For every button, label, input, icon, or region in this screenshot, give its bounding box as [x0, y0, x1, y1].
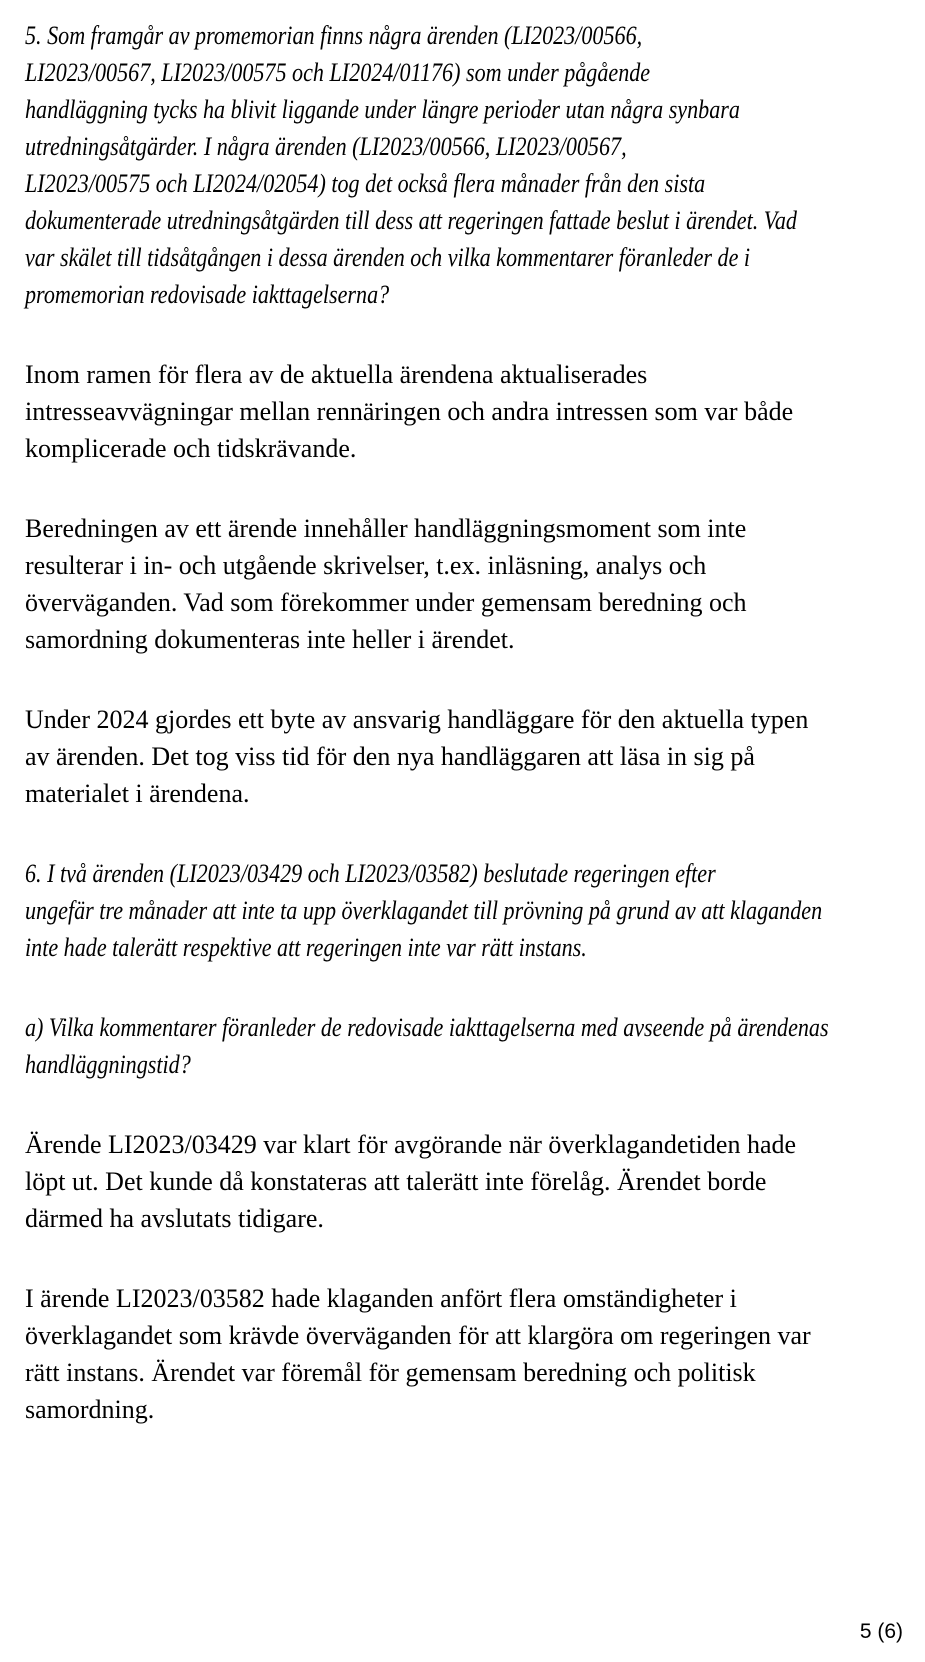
text-line: handläggningstid?	[25, 1050, 191, 1079]
text-line: samordning dokumenteras inte heller i ärendet.	[25, 625, 515, 654]
answer-paragraph	[25, 510, 905, 658]
document-body	[25, 17, 905, 1471]
question-paragraph	[25, 855, 905, 966]
answer-paragraph	[25, 1280, 905, 1428]
text-line: LI2023/00575 och LI2024/02054) tog det också flera månader från den sista	[25, 169, 706, 198]
text-line: inte hade talerätt respektive att regeringen inte var rätt instans.	[25, 933, 587, 962]
text-line: var skälet till tidsåtgången i dessa ärenden och vilka kommentarer föranleder de i	[25, 243, 751, 272]
question-paragraph	[25, 17, 905, 313]
text-line: I ärende LI2023/03582 hade klaganden anfört flera omständigheter i	[25, 1284, 737, 1313]
text-line: 6. I två ärenden (LI2023/03429 och LI2023/03582) beslutade regeringen efter	[25, 859, 716, 888]
text-line: utredningsåtgärder. I några ärenden (LI2023/00566, LI2023/00567,	[25, 132, 627, 161]
text-line: Under 2024 gjordes ett byte av ansvarig handläggare för den aktuella typen	[25, 705, 809, 734]
text-line: därmed ha avslutats tidigare.	[25, 1204, 324, 1233]
text-line: överklagandet som krävde överväganden för att klargöra om regeringen var	[25, 1321, 811, 1350]
text-line: dokumenterade utredningsåtgärden till dess att regeringen fattade beslut i ärendet. Vad	[25, 206, 797, 235]
text-line: 5. Som framgår av promemorian finns några ärenden (LI2023/00566,	[25, 21, 643, 50]
text-line: samordning.	[25, 1395, 155, 1424]
question-paragraph	[25, 1009, 905, 1083]
answer-paragraph	[25, 701, 905, 812]
text-line: rätt instans. Ärendet var föremål för gemensam beredning och politisk	[25, 1358, 756, 1387]
text-line: LI2023/00567, LI2023/00575 och LI2024/01176) som under pågående	[25, 58, 651, 87]
text-line: Inom ramen för flera av de aktuella ärendena aktualiserades	[25, 360, 648, 389]
text-line: löpt ut. Det kunde då konstateras att talerätt inte förelåg. Ärendet borde	[25, 1167, 767, 1196]
page-number: 5 (6)	[859, 1620, 903, 1643]
text-line: materialet i ärendena.	[25, 779, 250, 808]
text-line: komplicerade och tidskrävande.	[25, 434, 357, 463]
text-line: intresseavvägningar mellan rennäringen och andra intressen som var både	[25, 397, 794, 426]
text-line: handläggning tycks ha blivit liggande under längre perioder utan några synbara	[25, 95, 740, 124]
text-line: promemorian redovisade iakttagelserna?	[25, 280, 390, 309]
text-line: Beredningen av ett ärende innehåller handläggningsmoment som inte	[25, 514, 747, 543]
text-line: a) Vilka kommentarer föranleder de redovisade iakttagelserna med avseende på ärendenas	[25, 1013, 829, 1042]
text-line: ungefär tre månader att inte ta upp överklagandet till prövning på grund av att klaganden	[25, 896, 823, 925]
text-line: Ärende LI2023/03429 var klart för avgörande när överklagandetiden hade	[25, 1130, 797, 1159]
answer-paragraph	[25, 1126, 905, 1237]
text-line: av ärenden. Det tog viss tid för den nya handläggaren att läsa in sig på	[25, 742, 755, 771]
text-line: överväganden. Vad som förekommer under gemensam beredning och	[25, 588, 747, 617]
text-line: resulterar i in- och utgående skrivelser, t.ex. inläsning, analys och	[25, 551, 707, 580]
answer-paragraph	[25, 356, 905, 467]
